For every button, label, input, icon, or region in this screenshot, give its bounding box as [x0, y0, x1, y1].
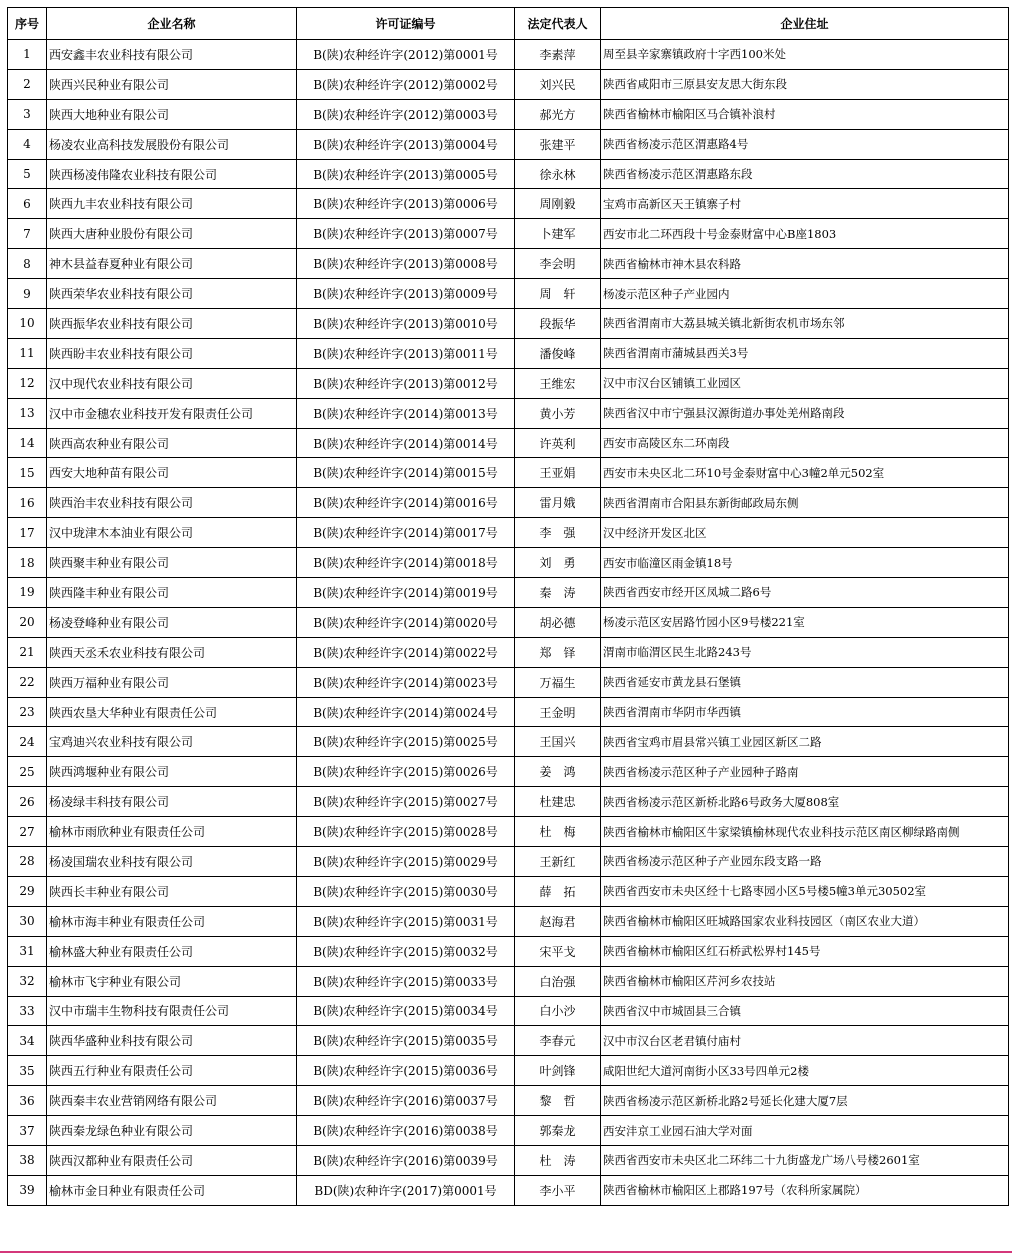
cell-company: 陕西聚丰种业有限公司	[47, 548, 297, 578]
cell-address: 陕西省汉中市宁强县汉源街道办事处羌州路南段	[601, 398, 1009, 428]
cell-company: 榆林市金日种业有限责任公司	[47, 1175, 297, 1205]
cell-company: 汉中市瑞丰生物科技有限责任公司	[47, 996, 297, 1026]
cell-representative: 白小沙	[515, 996, 601, 1026]
table-row	[8, 69, 1009, 99]
cell-company: 陕西长丰种业有限公司	[47, 876, 297, 906]
table-row	[8, 249, 1009, 279]
cell-representative: 周 轩	[515, 279, 601, 309]
cell-representative: 胡必德	[515, 607, 601, 637]
cell-license: B(陕)农种经许字(2014)第0024号	[297, 697, 515, 727]
cell-index: 1	[8, 40, 47, 70]
cell-company: 陕西秦丰农业营销网络有限公司	[47, 1086, 297, 1116]
cell-license: B(陕)农种经许字(2013)第0009号	[297, 279, 515, 309]
table-row	[8, 219, 1009, 249]
cell-representative: 刘兴民	[515, 69, 601, 99]
cell-company: 陕西大唐种业股份有限公司	[47, 219, 297, 249]
cell-representative: 李 强	[515, 518, 601, 548]
table-body	[8, 40, 1009, 1206]
cell-company: 陕西华盛种业科技有限公司	[47, 1026, 297, 1056]
cell-index: 17	[8, 518, 47, 548]
cell-representative: 姜 鸿	[515, 757, 601, 787]
cell-index: 22	[8, 667, 47, 697]
cell-license: B(陕)农种经许字(2014)第0020号	[297, 607, 515, 637]
cell-representative: 黄小芳	[515, 398, 601, 428]
cell-company: 榆林市海丰种业有限责任公司	[47, 906, 297, 936]
cell-address: 陕西省渭南市蒲城县西关3号	[601, 338, 1009, 368]
cell-address: 陕西省榆林市榆阳区上郡路197号（农科所家属院）	[601, 1175, 1009, 1205]
cell-representative: 秦 涛	[515, 578, 601, 608]
cell-license: B(陕)农种经许字(2013)第0005号	[297, 159, 515, 189]
cell-index: 5	[8, 159, 47, 189]
cell-address: 陕西省渭南市大荔县城关镇北新街农机市场东邻	[601, 309, 1009, 339]
cell-license: B(陕)农种经许字(2013)第0008号	[297, 249, 515, 279]
cell-address: 宝鸡市高新区天王镇寨子村	[601, 189, 1009, 219]
cell-index: 29	[8, 876, 47, 906]
table-row	[8, 727, 1009, 757]
cell-company: 陕西大地种业有限公司	[47, 99, 297, 129]
cell-license: B(陕)农种经许字(2016)第0039号	[297, 1145, 515, 1175]
cell-representative: 李春元	[515, 1026, 601, 1056]
cell-license: BD(陕)农种许字(2017)第0001号	[297, 1175, 515, 1205]
cell-index: 36	[8, 1086, 47, 1116]
cell-address: 陕西省榆林市榆阳区马合镇补浪村	[601, 99, 1009, 129]
cell-index: 19	[8, 578, 47, 608]
cell-address: 杨凌示范区种子产业园内	[601, 279, 1009, 309]
cell-license: B(陕)农种经许字(2014)第0017号	[297, 518, 515, 548]
cell-representative: 李素萍	[515, 40, 601, 70]
cell-company: 神木县益春夏种业有限公司	[47, 249, 297, 279]
cell-company: 榆林市雨欣种业有限责任公司	[47, 817, 297, 847]
cell-address: 陕西省杨凌示范区渭惠路东段	[601, 159, 1009, 189]
table-row	[8, 697, 1009, 727]
cell-address: 西安市未央区北二环10号金泰财富中心3幢2单元502室	[601, 458, 1009, 488]
cell-company: 杨凌农业高科技发展股份有限公司	[47, 129, 297, 159]
cell-license: B(陕)农种经许字(2012)第0001号	[297, 40, 515, 70]
cell-company: 陕西五行种业有限责任公司	[47, 1056, 297, 1086]
cell-index: 37	[8, 1116, 47, 1146]
table-row	[8, 368, 1009, 398]
cell-representative: 王金明	[515, 697, 601, 727]
table-row	[8, 518, 1009, 548]
column-header-license: 许可证编号	[297, 8, 515, 40]
cell-representative: 杜 梅	[515, 817, 601, 847]
cell-license: B(陕)农种经许字(2014)第0022号	[297, 637, 515, 667]
cell-company: 杨凌登峰种业有限公司	[47, 607, 297, 637]
license-table	[7, 7, 1009, 1206]
cell-representative: 段振华	[515, 309, 601, 339]
cell-license: B(陕)农种经许字(2014)第0014号	[297, 428, 515, 458]
cell-address: 陕西省延安市黄龙县石堡镇	[601, 667, 1009, 697]
cell-address: 陕西省汉中市城固县三合镇	[601, 996, 1009, 1026]
cell-representative: 宋平戈	[515, 936, 601, 966]
cell-index: 20	[8, 607, 47, 637]
cell-company: 陕西鸿堰种业有限公司	[47, 757, 297, 787]
cell-address: 陕西省渭南市合阳县东新街邮政局东侧	[601, 488, 1009, 518]
table-row	[8, 398, 1009, 428]
cell-company: 陕西秦龙绿色种业有限公司	[47, 1116, 297, 1146]
cell-license: B(陕)农种经许字(2015)第0026号	[297, 757, 515, 787]
cell-address: 周至县辛家寨镇政府十字西100米处	[601, 40, 1009, 70]
cell-address: 杨凌示范区安居路竹园小区9号楼221室	[601, 607, 1009, 637]
cell-license: B(陕)农种经许字(2015)第0033号	[297, 966, 515, 996]
cell-index: 6	[8, 189, 47, 219]
cell-license: B(陕)农种经许字(2015)第0031号	[297, 906, 515, 936]
cell-representative: 赵海君	[515, 906, 601, 936]
cell-company: 陕西汉都种业有限责任公司	[47, 1145, 297, 1175]
cell-index: 13	[8, 398, 47, 428]
cell-license: B(陕)农种经许字(2015)第0025号	[297, 727, 515, 757]
cell-index: 4	[8, 129, 47, 159]
cell-index: 38	[8, 1145, 47, 1175]
cell-index: 12	[8, 368, 47, 398]
table-row	[8, 667, 1009, 697]
cell-representative: 周刚毅	[515, 189, 601, 219]
cell-company: 杨凌国瑞农业科技有限公司	[47, 847, 297, 877]
cell-representative: 雷月娥	[515, 488, 601, 518]
cell-company: 陕西盼丰农业科技有限公司	[47, 338, 297, 368]
cell-index: 35	[8, 1056, 47, 1086]
table-row	[8, 637, 1009, 667]
cell-license: B(陕)农种经许字(2014)第0018号	[297, 548, 515, 578]
table-row	[8, 338, 1009, 368]
cell-address: 陕西省西安市未央区经十七路枣园小区5号楼5幢3单元30502室	[601, 876, 1009, 906]
table-header-row	[8, 8, 1009, 40]
cell-license: B(陕)农种经许字(2013)第0004号	[297, 129, 515, 159]
table-row	[8, 996, 1009, 1026]
cell-address: 渭南市临渭区民生北路243号	[601, 637, 1009, 667]
cell-index: 8	[8, 249, 47, 279]
cell-representative: 黎 哲	[515, 1086, 601, 1116]
cell-representative: 李小平	[515, 1175, 601, 1205]
cell-index: 30	[8, 906, 47, 936]
cell-license: B(陕)农种经许字(2014)第0023号	[297, 667, 515, 697]
cell-address: 咸阳世纪大道河南街小区33号四单元2楼	[601, 1056, 1009, 1086]
table-row	[8, 757, 1009, 787]
cell-representative: 薛 拓	[515, 876, 601, 906]
cell-representative: 叶剑锋	[515, 1056, 601, 1086]
table-row	[8, 607, 1009, 637]
cell-license: B(陕)农种经许字(2014)第0016号	[297, 488, 515, 518]
cell-company: 陕西兴民种业有限公司	[47, 69, 297, 99]
cell-company: 陕西天丞禾农业科技有限公司	[47, 637, 297, 667]
table-row	[8, 458, 1009, 488]
cell-index: 15	[8, 458, 47, 488]
cell-address: 陕西省杨凌示范区新桥北路2号延长化建大厦7层	[601, 1086, 1009, 1116]
cell-address: 陕西省榆林市榆阳区芹河乡农技站	[601, 966, 1009, 996]
cell-license: B(陕)农种经许字(2014)第0019号	[297, 578, 515, 608]
cell-address: 西安市临潼区雨金镇18号	[601, 548, 1009, 578]
table-row	[8, 1145, 1009, 1175]
cell-index: 34	[8, 1026, 47, 1056]
cell-address: 陕西省咸阳市三原县安友思大街东段	[601, 69, 1009, 99]
column-header-address: 企业住址	[601, 8, 1009, 40]
cell-index: 9	[8, 279, 47, 309]
cell-company: 西安鑫丰农业科技有限公司	[47, 40, 297, 70]
cell-index: 33	[8, 996, 47, 1026]
cell-representative: 王国兴	[515, 727, 601, 757]
cell-company: 陕西高农种业有限公司	[47, 428, 297, 458]
cell-address: 汉中市汉台区老君镇付庙村	[601, 1026, 1009, 1056]
table-row	[8, 876, 1009, 906]
cell-representative: 杜建忠	[515, 787, 601, 817]
cell-index: 7	[8, 219, 47, 249]
column-header-company: 企业名称	[47, 8, 297, 40]
bottom-divider	[0, 1251, 1012, 1253]
cell-address: 汉中市汉台区铺镇工业园区	[601, 368, 1009, 398]
cell-license: B(陕)农种经许字(2013)第0006号	[297, 189, 515, 219]
table-row	[8, 548, 1009, 578]
cell-address: 陕西省杨凌示范区渭惠路4号	[601, 129, 1009, 159]
cell-license: B(陕)农种经许字(2015)第0027号	[297, 787, 515, 817]
table-row	[8, 1056, 1009, 1086]
cell-index: 14	[8, 428, 47, 458]
cell-representative: 郭秦龙	[515, 1116, 601, 1146]
cell-index: 2	[8, 69, 47, 99]
cell-index: 24	[8, 727, 47, 757]
cell-license: B(陕)农种经许字(2014)第0013号	[297, 398, 515, 428]
cell-address: 陕西省榆林市榆阳区牛家梁镇榆林现代农业科技示范区南区柳绿路南侧	[601, 817, 1009, 847]
cell-license: B(陕)农种经许字(2013)第0012号	[297, 368, 515, 398]
table-row	[8, 1026, 1009, 1056]
cell-address: 汉中经济开发区北区	[601, 518, 1009, 548]
cell-company: 陕西农垦大华种业有限责任公司	[47, 697, 297, 727]
table-row	[8, 1086, 1009, 1116]
cell-index: 32	[8, 966, 47, 996]
cell-company: 榆林市飞宇种业有限公司	[47, 966, 297, 996]
cell-address: 西安市高陵区东二环南段	[601, 428, 1009, 458]
cell-company: 陕西万福种业有限公司	[47, 667, 297, 697]
cell-license: B(陕)农种经许字(2016)第0037号	[297, 1086, 515, 1116]
cell-representative: 卜建军	[515, 219, 601, 249]
cell-address: 陕西省宝鸡市眉县常兴镇工业园区新区二路	[601, 727, 1009, 757]
cell-representative: 王新红	[515, 847, 601, 877]
cell-company: 汉中市金穗农业科技开发有限责任公司	[47, 398, 297, 428]
cell-address: 陕西省杨凌示范区种子产业园种子路南	[601, 757, 1009, 787]
cell-address: 陕西省榆林市榆阳区旺城路国家农业科技园区（南区农业大道）	[601, 906, 1009, 936]
cell-address: 陕西省杨凌示范区新桥北路6号政务大厦808室	[601, 787, 1009, 817]
table-row	[8, 428, 1009, 458]
cell-company: 陕西治丰农业科技有限公司	[47, 488, 297, 518]
cell-license: B(陕)农种经许字(2013)第0011号	[297, 338, 515, 368]
table-row	[8, 1175, 1009, 1205]
cell-address: 陕西省西安市经开区凤城二路6号	[601, 578, 1009, 608]
table-row	[8, 159, 1009, 189]
cell-company: 汉中现代农业科技有限公司	[47, 368, 297, 398]
cell-representative: 徐永林	[515, 159, 601, 189]
cell-representative: 杜 涛	[515, 1145, 601, 1175]
table-row	[8, 936, 1009, 966]
cell-company: 宝鸡迪兴农业科技有限公司	[47, 727, 297, 757]
table-row	[8, 40, 1009, 70]
table-row	[8, 906, 1009, 936]
cell-company: 陕西隆丰种业有限公司	[47, 578, 297, 608]
cell-license: B(陕)农种经许字(2015)第0036号	[297, 1056, 515, 1086]
table-row	[8, 309, 1009, 339]
cell-license: B(陕)农种经许字(2015)第0034号	[297, 996, 515, 1026]
cell-index: 27	[8, 817, 47, 847]
cell-representative: 王亚娟	[515, 458, 601, 488]
cell-representative: 郝光方	[515, 99, 601, 129]
cell-index: 31	[8, 936, 47, 966]
cell-company: 杨凌绿丰科技有限公司	[47, 787, 297, 817]
cell-license: B(陕)农种经许字(2012)第0003号	[297, 99, 515, 129]
table-row	[8, 1116, 1009, 1146]
cell-company: 陕西荣华农业科技有限公司	[47, 279, 297, 309]
cell-representative: 许英利	[515, 428, 601, 458]
cell-address: 陕西省西安市未央区北二环纬二十九街盛龙广场八号楼2601室	[601, 1145, 1009, 1175]
cell-license: B(陕)农种经许字(2015)第0035号	[297, 1026, 515, 1056]
cell-license: B(陕)农种经许字(2015)第0029号	[297, 847, 515, 877]
cell-index: 21	[8, 637, 47, 667]
column-header-representative: 法定代表人	[515, 8, 601, 40]
cell-representative: 王维宏	[515, 368, 601, 398]
cell-index: 11	[8, 338, 47, 368]
cell-company: 汉中珑津木本油业有限公司	[47, 518, 297, 548]
cell-address: 陕西省渭南市华阴市华西镇	[601, 697, 1009, 727]
cell-index: 28	[8, 847, 47, 877]
cell-index: 10	[8, 309, 47, 339]
cell-license: B(陕)农种经许字(2015)第0030号	[297, 876, 515, 906]
table-row	[8, 99, 1009, 129]
cell-license: B(陕)农种经许字(2016)第0038号	[297, 1116, 515, 1146]
cell-license: B(陕)农种经许字(2015)第0028号	[297, 817, 515, 847]
cell-license: B(陕)农种经许字(2012)第0002号	[297, 69, 515, 99]
cell-license: B(陕)农种经许字(2015)第0032号	[297, 936, 515, 966]
cell-representative: 郑 铎	[515, 637, 601, 667]
cell-index: 18	[8, 548, 47, 578]
cell-representative: 张建平	[515, 129, 601, 159]
cell-company: 西安大地种苗有限公司	[47, 458, 297, 488]
table-row	[8, 279, 1009, 309]
cell-company: 陕西杨凌伟隆农业科技有限公司	[47, 159, 297, 189]
cell-license: B(陕)农种经许字(2013)第0007号	[297, 219, 515, 249]
cell-address: 陕西省榆林市神木县农科路	[601, 249, 1009, 279]
cell-address: 陕西省榆林市榆阳区红石桥武松界村145号	[601, 936, 1009, 966]
cell-index: 23	[8, 697, 47, 727]
cell-representative: 潘俊峰	[515, 338, 601, 368]
cell-representative: 白治强	[515, 966, 601, 996]
cell-license: B(陕)农种经许字(2014)第0015号	[297, 458, 515, 488]
cell-index: 25	[8, 757, 47, 787]
cell-index: 3	[8, 99, 47, 129]
cell-index: 16	[8, 488, 47, 518]
cell-company: 榆林盛大种业有限责任公司	[47, 936, 297, 966]
cell-address: 陕西省杨凌示范区种子产业园东段支路一路	[601, 847, 1009, 877]
table-row	[8, 488, 1009, 518]
table-row	[8, 189, 1009, 219]
table-row	[8, 129, 1009, 159]
table-row	[8, 578, 1009, 608]
table-row	[8, 787, 1009, 817]
table-row	[8, 847, 1009, 877]
cell-license: B(陕)农种经许字(2013)第0010号	[297, 309, 515, 339]
cell-address: 西安市北二环西段十号金泰财富中心B座1803	[601, 219, 1009, 249]
cell-index: 39	[8, 1175, 47, 1205]
table-row	[8, 966, 1009, 996]
cell-address: 西安沣京工业园石油大学对面	[601, 1116, 1009, 1146]
cell-company: 陕西振华农业科技有限公司	[47, 309, 297, 339]
cell-index: 26	[8, 787, 47, 817]
cell-representative: 万福生	[515, 667, 601, 697]
column-header-index: 序号	[8, 8, 47, 40]
cell-representative: 李会明	[515, 249, 601, 279]
cell-representative: 刘 勇	[515, 548, 601, 578]
table-row	[8, 817, 1009, 847]
cell-company: 陕西九丰农业科技有限公司	[47, 189, 297, 219]
